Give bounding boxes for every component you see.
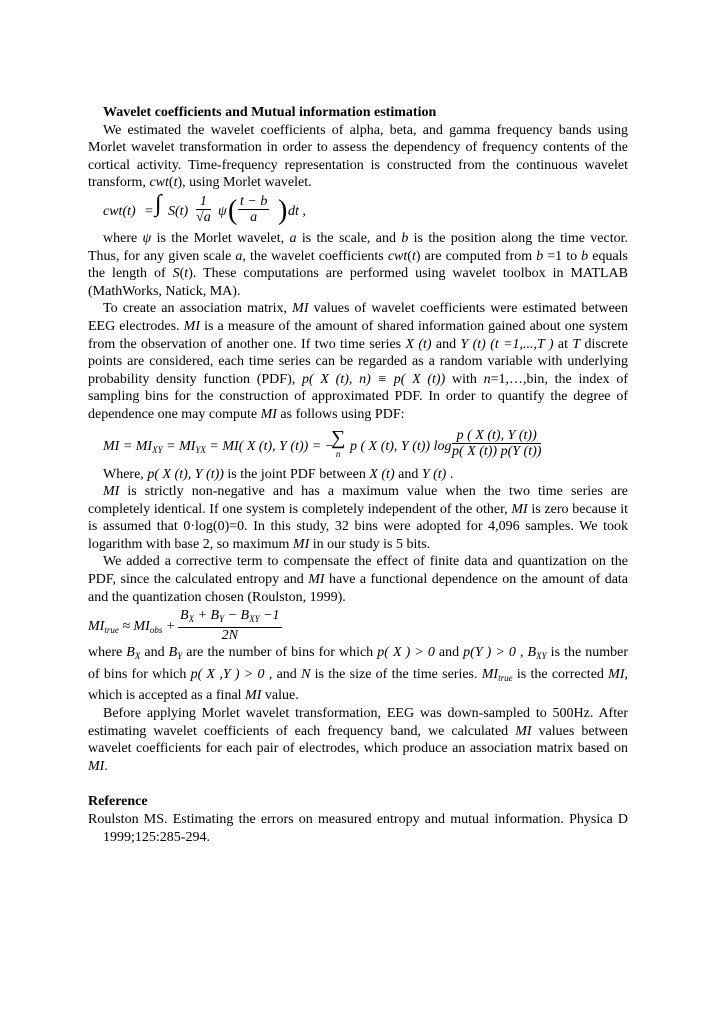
reference-heading: Reference: [88, 794, 148, 810]
paragraph-mi-definition: To create an association matrix, MI values of wavelet coefficients were estimated between EEG electrodes. MI is a measure of the amount of shared information gained about one system from the observation of another one. If two time series X (t) and Y (t) (t =1,...,T ) at T discrete points are considered, each time series can be regarded as a random variable with underlying probability density function (PDF), p( X (t), n) ≡ p( X (t)) with n=1,…,bin, the index of sampling bins for the construction of approximated PDF. In order to quantify the degree of dependence one may compute MI as follows using PDF:: [88, 301, 629, 422]
document-page: [88, 104, 628, 846]
equation-corrected-mi: $MI_{true} \approx MI_{obs}$ + $B_X + B_Y - B_{XY} -1$ 2N: [88, 608, 280, 644]
section-title: Wavelet coefficients and Mutual information estimation: [103, 105, 437, 120]
paragraph-corrective-term: We added a corrective term to compensate the effect of finite data and quantization on the PDF, since the calculated entropy and MI have a functional dependence on the amount of data and the quantization chosen (Roulston, 1999).: [88, 554, 629, 605]
paragraph-where-joint-pdf: Where, p( X (t), Y (t)) is the joint PDF between X (t) and Y (t) .: [103, 466, 454, 482]
paragraph-downsampling: Before applying Morlet wavelet transformation, EEG was down-sampled to 500Hz. After estimating wavelet coefficients of each frequency band, we calculated MI values between wavelet coefficients for each pair of electrodes, which produce an association matrix based on MI.: [88, 706, 628, 774]
paragraph-cwt-explanation: where ψ is the Morlet wavelet, a is the scale, and b is the position along the time vector. Thus, for any given scale a, the wavelet coefficients cwt(t) are computed from b =1 to b equals the length of S(t). These computations are performed using wavelet toolbox in MATLAB (MathWorks, Natick, MA).: [88, 230, 629, 299]
equation-cwt: cwt(t) = ∫ S(t) $\frac{1}{√a}$ ψ ( $\frac{t - b}{a}$ ) dt ,: [103, 190, 306, 226]
equation-mutual-information: MI = $MI_{XY} = MI_{YX} = MI$( X (t), Y (t)) = − ∑ n p ( X (t), Y (t)) log $\frac{p ( X (t), Y (t))}{p( X (t)) p(Y (t))}$: [103, 426, 542, 459]
paragraph-mi-properties: MI is strictly non-negative and has a maximum value when the two time series are completely identical. If one system is completely independent of the other, MI is zero because it is assumed that 0·log(0)=0. In this study, 32 bins were adopted for 4,096 samples. We took logarithm with base 2, so maximum MI in our study is 5 bits.: [88, 484, 629, 552]
paragraph-bins-definition: where $B_X$ and $B_Y$ are the number of bins for which p( X ) > 0 and p(Y ) > 0 , $B_{XY}$ is the number of bins for which p( X ,Y ) > 0 , and N is the size of the time series. $MI_{true}$ is the corrected MI, which is accepted as a final MI value.: [88, 645, 629, 704]
paragraph-intro: We estimated the wavelet coefficients of alpha, beta, and gamma frequency bands using Morlet wavelet transformation in order to assess the dependency of frequency contents of the cortical activity. Time-frequency representation is constructed from the continuous wavelet transform, cwt(t), using Morlet wavelet.: [88, 122, 628, 191]
reference-entry: Roulston MS. Estimating the errors on measured entropy and mutual information. Physica D 1999;125:285-294.: [88, 812, 628, 845]
